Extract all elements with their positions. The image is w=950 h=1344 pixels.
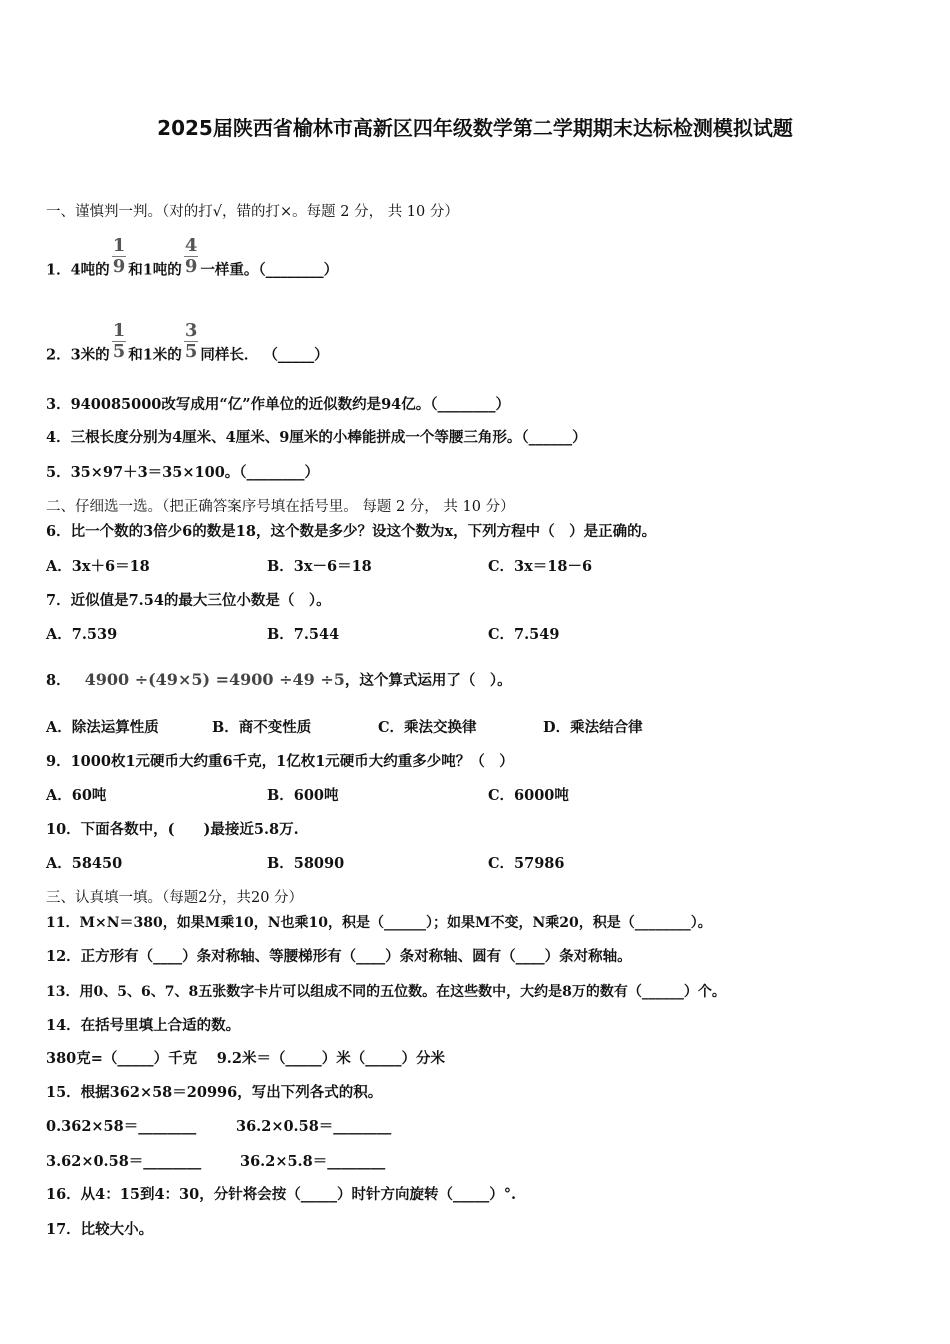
question-2 bbox=[46, 320, 329, 376]
fraction-denominator: 5 bbox=[112, 341, 126, 362]
q1-text-pre: 1．4吨的 bbox=[46, 261, 110, 279]
section-2-heading: 二、仔细选一选。（把正确答案序号填在括号里。 每题 2 分， 共 10 分） bbox=[46, 499, 515, 515]
fraction-numerator: 4 bbox=[184, 235, 198, 256]
question-1 bbox=[46, 235, 339, 291]
section-1-heading: 一、谨慎判一判。（对的打√，错的打×。每题 2 分， 共 10 分） bbox=[46, 204, 459, 220]
question-9: 9．1000枚1元硬币大约重6千克，1亿枚1元硬币大约重多少吨？（ ） bbox=[46, 753, 514, 770]
q1-text-mid: 和1吨的 bbox=[128, 261, 182, 279]
q8-text: ，这个算式运用了（ ）。 bbox=[344, 672, 512, 689]
q10-option-c: C．57986 bbox=[488, 855, 565, 872]
fraction-denominator: 9 bbox=[184, 256, 198, 277]
question-17: 17．比较大小。 bbox=[46, 1221, 154, 1238]
fraction-numerator: 1 bbox=[112, 320, 126, 341]
page-title: 2025届陕西省榆林市高新区四年级数学第二学期期末达标检测模拟试题 bbox=[157, 116, 793, 140]
q15-item-4: 36.2×5.8＝________ bbox=[240, 1153, 386, 1170]
q9-option-c: C．6000吨 bbox=[488, 787, 569, 804]
q6-option-c: C．3x＝18－6 bbox=[488, 558, 593, 575]
question-11: 11．M×N＝380，如果M乘10，N也乘10，积是（______）；如果M不变，N乘20，积是（________）。 bbox=[46, 915, 712, 931]
fraction-denominator: 5 bbox=[184, 341, 198, 362]
q14-blanks: 380克=（_____）千克 9.2米＝（_____）米（_____）分米 bbox=[46, 1050, 445, 1067]
fraction-1-5 bbox=[112, 321, 127, 362]
question-4: 4．三根长度分别为4厘米、4厘米、9厘米的小棒能拼成一个等腰三角形。（______） bbox=[46, 429, 587, 446]
question-10: 10．下面各数中，( )最接近5.8万. bbox=[46, 821, 299, 838]
q8-option-a: A．除法运算性质 bbox=[46, 719, 159, 736]
q8-option-c: C．乘法交换律 bbox=[378, 719, 477, 736]
q2-text-post: 同样长． （_____） bbox=[200, 346, 329, 364]
question-3: 3．940085000改写成用“亿”作单位的近似数约是94亿。（________） bbox=[46, 396, 510, 413]
q8-number: 8． bbox=[46, 672, 71, 689]
q8-option-d: D．乘法结合律 bbox=[543, 719, 643, 736]
q9-option-b: B．600吨 bbox=[267, 787, 339, 804]
q10-option-b: B．58090 bbox=[267, 855, 345, 872]
q15-item-1: 0.362×58＝________ bbox=[46, 1118, 197, 1135]
section-3-heading: 三、认真填一填。（每题2分，共20 分） bbox=[46, 890, 304, 906]
question-6: 6．比一个数的3倍少6的数是18，这个数是多少？设这个数为x，下列方程中（ ）是正确的。 bbox=[46, 523, 657, 540]
question-14: 14．在括号里填上合适的数。 bbox=[46, 1017, 241, 1034]
question-13: 13．用0、5、6、7、8五张数字卡片可以组成不同的五位数。在这些数中，大约是8万的数有（______）个。 bbox=[46, 984, 726, 1000]
fraction-numerator: 3 bbox=[184, 320, 198, 341]
question-5: 5．35×97＋3＝35×100。（________） bbox=[46, 464, 320, 481]
q15-item-2: 36.2×0.58＝________ bbox=[236, 1118, 392, 1135]
fraction-1-9 bbox=[112, 236, 127, 277]
fraction-denominator: 9 bbox=[112, 256, 126, 277]
question-8 bbox=[46, 670, 512, 691]
fraction-3-5 bbox=[184, 321, 199, 362]
q8-formula: 4900 ÷(49×5) =4900 ÷49 ÷5 bbox=[84, 670, 345, 689]
q7-option-c: C．7.549 bbox=[488, 626, 560, 643]
q2-text-mid: 和1米的 bbox=[128, 346, 182, 364]
q7-option-b: B．7.544 bbox=[267, 626, 340, 643]
q8-option-b: B．商不变性质 bbox=[212, 719, 312, 736]
fraction-numerator: 1 bbox=[112, 235, 126, 256]
q2-text-pre: 2．3米的 bbox=[46, 346, 110, 364]
q6-option-b: B．3x－6＝18 bbox=[267, 558, 372, 575]
question-7: 7．近似值是7.54的最大三位小数是（ ）。 bbox=[46, 592, 331, 609]
question-16: 16．从4：15到4：30，分针将会按（_____）时针方向旋转（_____）°. bbox=[46, 1186, 517, 1203]
question-15: 15．根据362×58＝20996，写出下列各式的积。 bbox=[46, 1084, 383, 1101]
q15-item-3: 3.62×0.58＝________ bbox=[46, 1153, 202, 1170]
q10-option-a: A．58450 bbox=[46, 855, 123, 872]
fraction-4-9 bbox=[184, 236, 199, 277]
q7-option-a: A．7.539 bbox=[46, 626, 118, 643]
q9-option-a: A．60吨 bbox=[46, 787, 107, 804]
q1-text-post: 一样重。（________） bbox=[200, 261, 339, 279]
question-12: 12．正方形有（____）条对称轴、等腰梯形有（____）条对称轴、圆有（____）条对称轴。 bbox=[46, 948, 632, 965]
q6-option-a: A．3x＋6＝18 bbox=[46, 558, 150, 575]
